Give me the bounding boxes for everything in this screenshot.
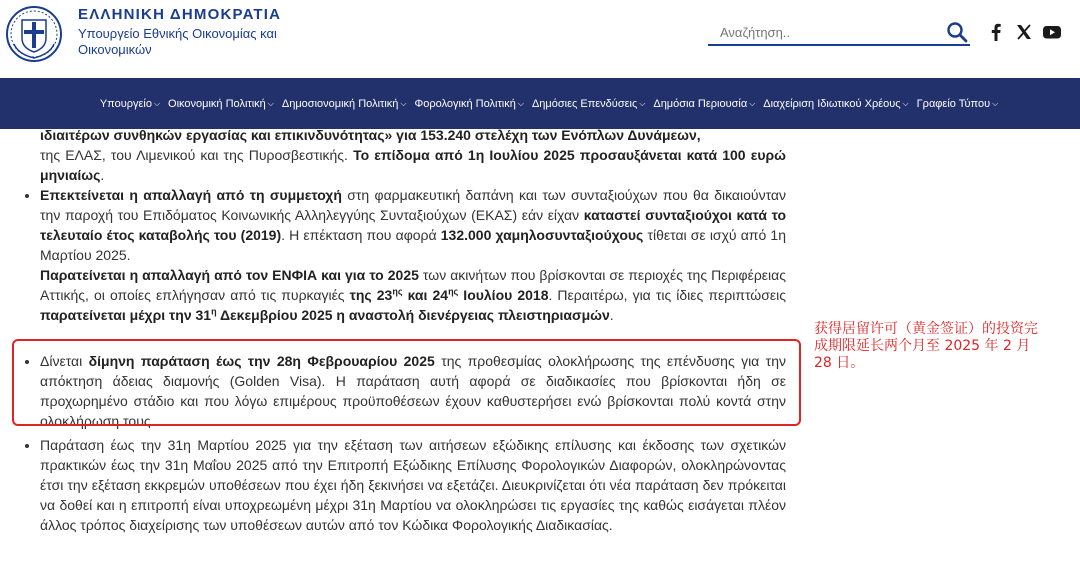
chevron-down-icon: ⌵	[992, 98, 999, 108]
chevron-down-icon: ⌵	[902, 98, 909, 108]
annotation-note: 获得居留许可（黄金签证）的投资完成期限延长两个月至 2025 年 2 月 28 日。	[814, 321, 1038, 371]
youtube-icon[interactable]	[1042, 22, 1062, 42]
list-item-golden-visa: • Δίνεται δίμηνη παράταση έως την 28η Φεβρουαρίου 2025 της προθεσμίας ολοκλήρωσης της επένδυσης για την απόκτηση άδειας διαμονής (Golden Visa). Η παράταση αυτή αφορά σε διαδικασίες που βρίσκονται ήδη σε προχωρημένο στάδιο και που λόγω επιμέρους προϋποθέσεων έχουν καθυστερήσει ενώ βρίσκονται πολύ κοντά στην ολοκλήρωση τους.	[40, 351, 786, 431]
emblem-icon[interactable]	[4, 4, 64, 64]
nav-item-public-investments[interactable]: Δημόσιες Επενδύσεις ⌵	[531, 97, 646, 110]
facebook-icon[interactable]	[986, 22, 1006, 42]
nav-item-fiscal-policy[interactable]: Δημοσιονομική Πολιτική ⌵	[281, 97, 407, 110]
search-box	[708, 20, 970, 46]
chevron-down-icon: ⌵	[400, 98, 407, 108]
chevron-down-icon: ⌵	[267, 98, 274, 108]
measures-list	[20, 125, 786, 535]
brand-subtitle[interactable]: Υπουργείο Εθνικής Οικονομίας και Οικονομικών	[78, 26, 277, 57]
list-item: • Επεκτείνεται η απαλλαγή από τη συμμετοχή στη φαρμακευτική δαπάνη και των συνταξιούχων που θα δικαιούνταν την παροχή του Επιδόματος Κοινωνικής Αλληλεγγύης Συνταξιούχων (ΕΚΑΣ) εάν είχαν καταστεί συνταξιούχοι κατά το τελευταίο έτος καταβολής του (2019). Η επέκταση που αφορά 132.000 χαμηλοσυνταξιούχους τίθεται σε ισχύ από 1η Μαρτίου 2025.	[40, 185, 786, 265]
chevron-down-icon: ⌵	[749, 98, 756, 108]
nav-item-ministry[interactable]: Υπουργείο ⌵	[99, 97, 161, 110]
nav-item-tax-policy[interactable]: Φορολογική Πολιτική ⌵	[414, 97, 524, 110]
list-item: ιδιαιτέρων συνθηκών εργασίας και επικινδυνότητας» για 153.240 στελέχη των Ενόπλων Δυνάμεων, της ΕΛΑΣ, του Λιμενικού και της Πυροσβεστικής. Το επίδομα από 1η Ιουλίου 2025 προσαυξάνεται κατά 100 ευρώ μηνιαίως.	[40, 127, 786, 183]
nav-item-private-debt[interactable]: Διαχείριση Ιδιωτικού Χρέους ⌵	[763, 97, 909, 110]
chevron-down-icon: ⌵	[153, 98, 161, 108]
nav-item-press-office[interactable]: Γραφείο Τύπου ⌵	[916, 97, 999, 110]
chevron-down-icon: ⌵	[639, 98, 646, 108]
chevron-down-icon: ⌵	[517, 98, 524, 108]
list-item: • Παράταση έως την 31η Μαρτίου 2025 για την εξέταση των αιτήσεων εξώδικης επίλυσης και έκδοσης των σχετικών πρακτικών έως την 31η Μαΐου 2025 από την Επιτροπή Εξώδικης Επίλυσης Φορολογικών Διαφορών, ολοκληρώνοντας έτσι την εξέταση εκκρεμών υποθέσεων που έχει ήδη ξεκινήσει να εξετάζει. Διευκρινίζεται ότι νέα παράταση δεν πρόκειται να δοθεί και η επιτροπή είναι υποχρεωμένη μέχρι 31η Μαρτίου να ολοκληρώσει τις εργασίες της καθώς εισάγεται πλέον άλλος τρόπος διαχείρισης των υποθέσεων αυτών από τον Κώδικα Φορολογικής Διαδικασίας.	[40, 435, 786, 535]
nav-list	[0, 78, 1080, 129]
highlight-box	[12, 339, 801, 426]
list-item: • Παρατείνεται η απαλλαγή από τον ΕΝΦΙΑ και για το 2025 των ακινήτων που βρίσκονται σε περιοχές της Περιφέρειας Αττικής, οι οποίες επλήγησαν από τις πυρκαγιές της $23^{\eta\varsigma}$ και $24^{\eta\varsigma}$ Ιουλίου 2018. Περαιτέρω, για τις ίδιες περιπτώσεις παρατείνεται μέχρι την $31^\eta$ Δεκεμβρίου 2025 η αναστολή διενέργειας πλειστηριασμών.	[40, 265, 786, 345]
site-header	[0, 0, 1080, 78]
x-icon[interactable]	[1014, 22, 1034, 42]
nav-item-public-property[interactable]: Δημόσια Περιουσία ⌵	[653, 97, 756, 110]
nav-item-economic-policy[interactable]: Οικονομική Πολιτική ⌵	[168, 97, 274, 110]
search-input[interactable]	[720, 22, 940, 42]
brand-title[interactable]: ΕΛΛΗΝΙΚΗ ΔΗΜΟΚΡΑΤΙΑ	[78, 6, 282, 23]
main-nav	[0, 78, 1080, 129]
search-icon[interactable]	[946, 21, 968, 43]
